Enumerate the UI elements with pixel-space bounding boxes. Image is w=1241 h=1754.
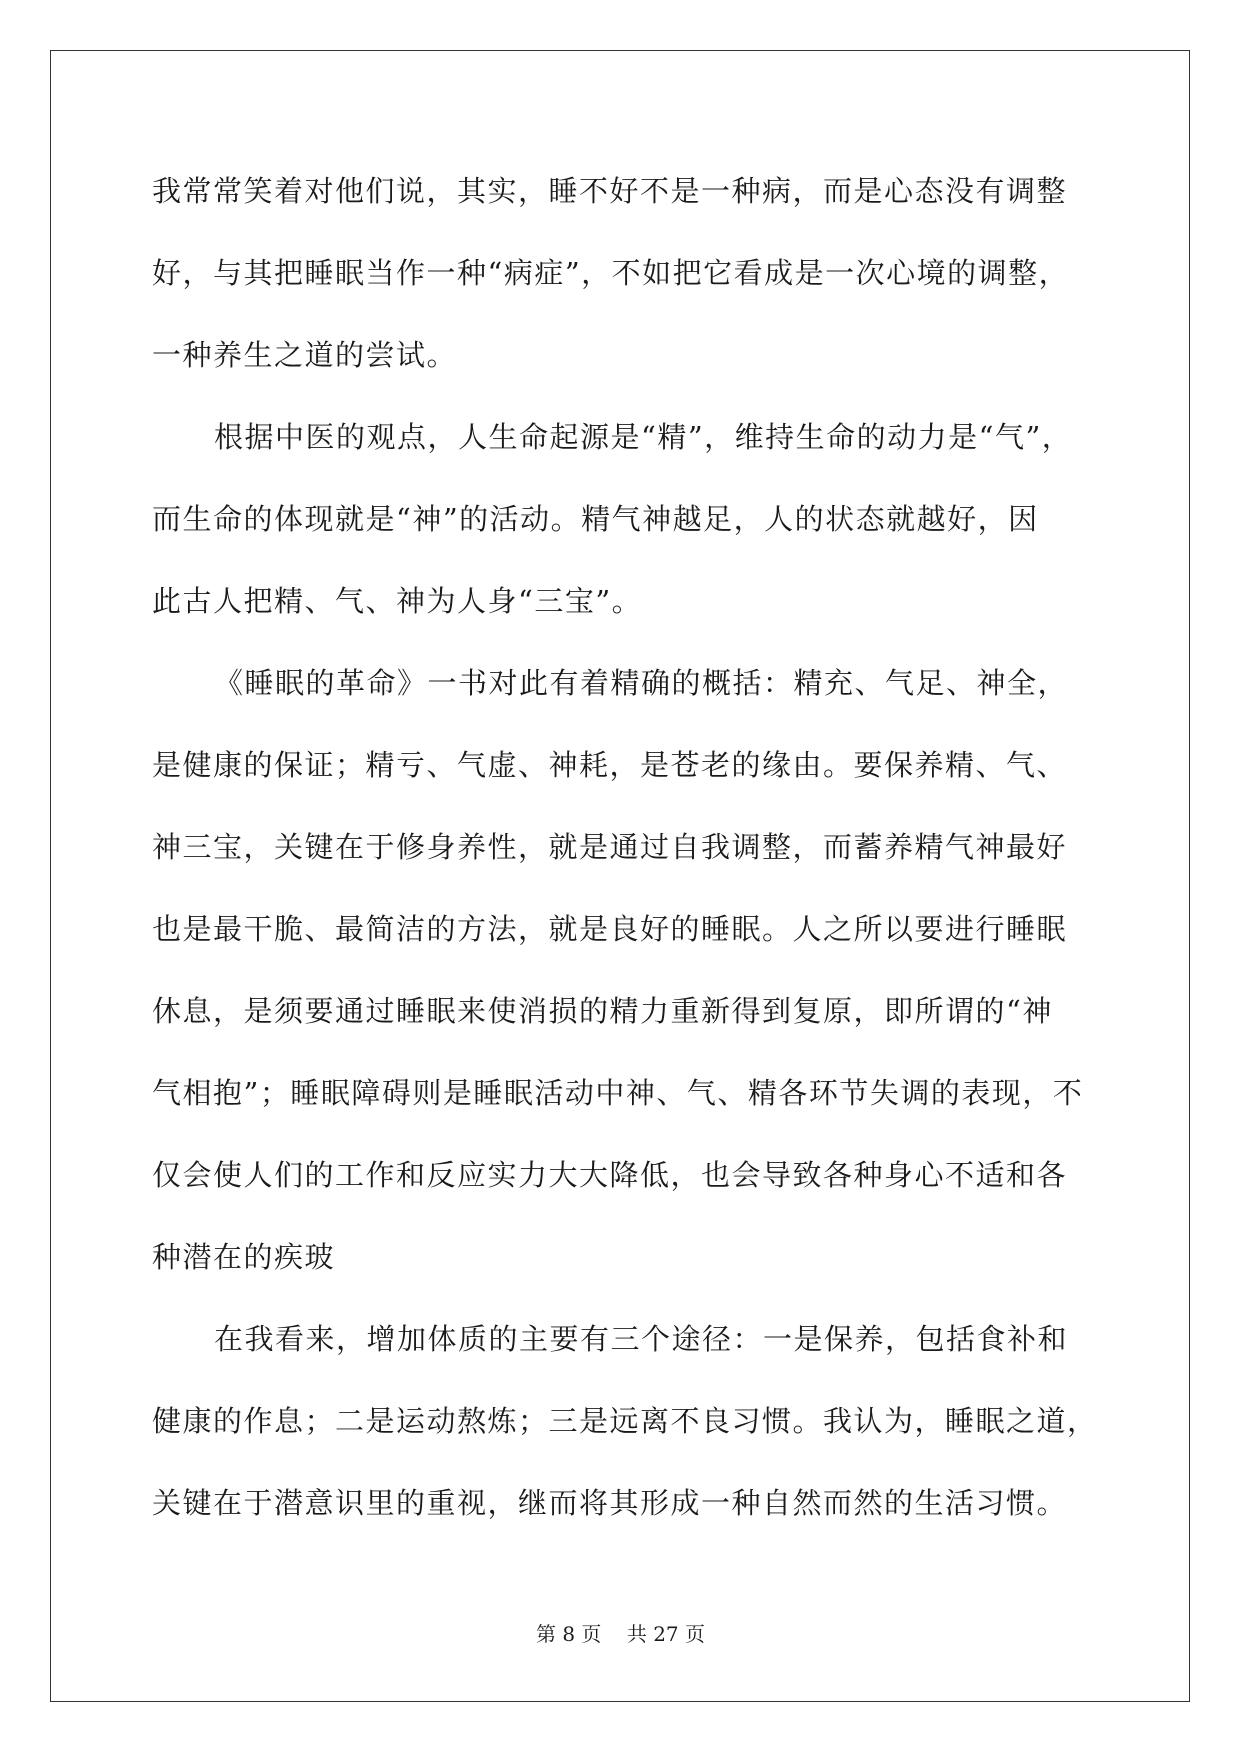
text-line: 关键在于潜意识里的重视，继而将其形成一种自然而然的生活习惯。 <box>152 1486 1068 1520</box>
text-line: 一种养生之道的尝试。 <box>152 338 458 372</box>
text-line: 在我看来，增加体质的主要有三个途径：一是保养，包括食补和 <box>214 1322 1069 1356</box>
page-number-footer: 第 8 页 共 27 页 <box>535 1622 706 1646</box>
text-line: 神三宝，关键在于修身养性，就是通过自我调整，而蓄养精气神最好 <box>152 830 1068 864</box>
text-line: 而生命的体现就是“神”的活动。精气神越足，人的状态就越好，因 <box>152 502 1039 536</box>
text-line: 此古人把精、气、神为人身“三宝”。 <box>152 584 643 618</box>
text-line: 也是最干脆、最简洁的方法，就是良好的睡眠。人之所以要进行睡眠 <box>152 912 1068 946</box>
text-line: 休息，是须要通过睡眠来使消损的精力重新得到复原，即所谓的“神 <box>152 994 1053 1028</box>
text-line: 健康的作息；二是运动熬炼；三是远离不良习惯。我认为，睡眠之道， <box>152 1404 1098 1438</box>
text-line: 是健康的保证；精亏、气虚、神耗，是苍老的缘由。要保养精、气、 <box>152 748 1068 782</box>
text-line: 根据中医的观点，人生命起源是“精”，维持生命的动力是“气”， <box>214 420 1073 454</box>
text-line: 种潜在的疾玻 <box>152 1240 336 1274</box>
body-text <box>152 150 1098 1544</box>
text-line: 气相抱”；睡眠障碍则是睡眠活动中神、气、精各环节失调的表现，不 <box>152 1076 1084 1110</box>
text-line: 仅会使人们的工作和反应实力大大降低，也会导致各种身心不适和各 <box>152 1158 1068 1192</box>
text-line: 好，与其把睡眠当作一种“病症”，不如把它看成是一次心境的调整， <box>152 256 1070 290</box>
text-line: 我常常笑着对他们说，其实，睡不好不是一种病，而是心态没有调整 <box>152 174 1068 208</box>
text-line: 《睡眠的革命》一书对此有着精确的概括：精充、气足、神全， <box>214 666 1069 700</box>
